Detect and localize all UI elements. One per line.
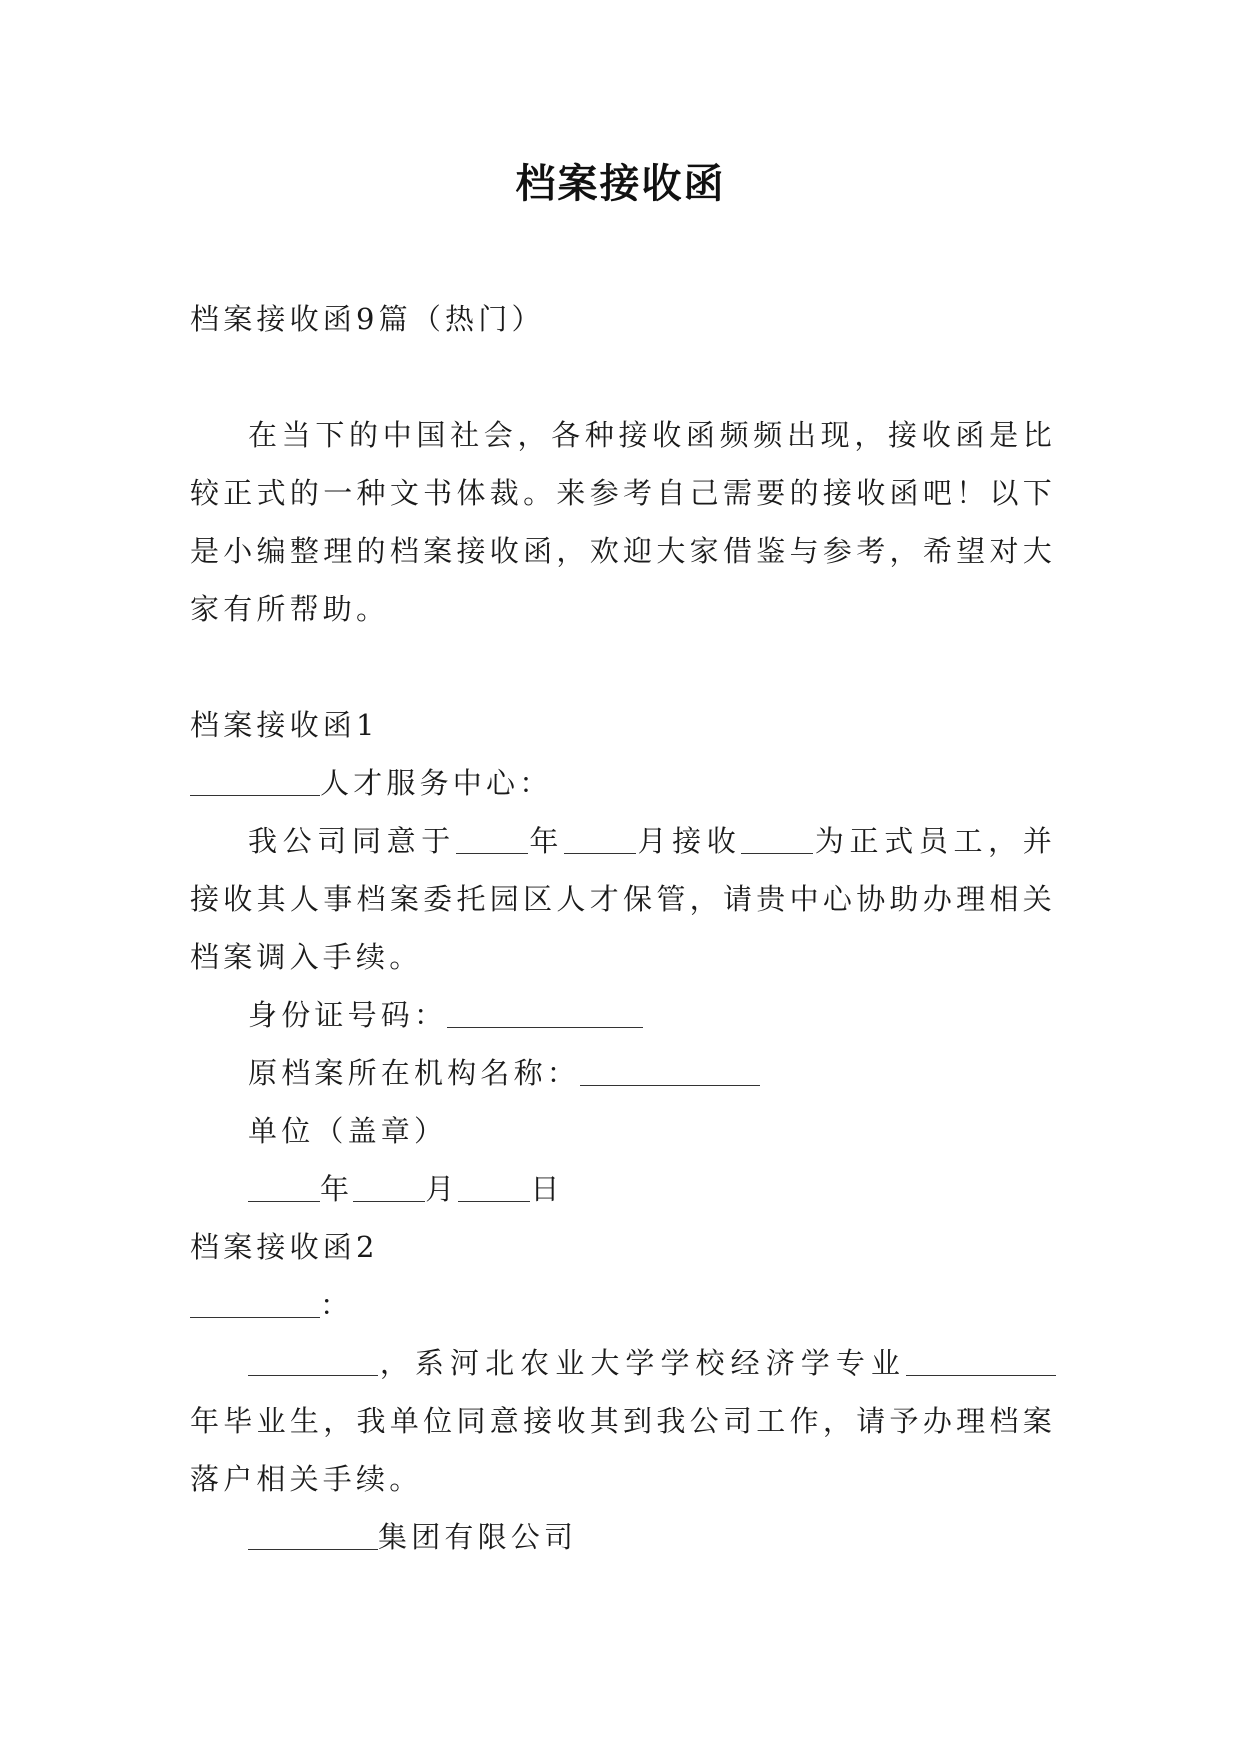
blank-field (564, 822, 636, 855)
blank-field (248, 1518, 378, 1551)
date-year-label: 年 (320, 1172, 354, 1206)
body-text: 年 (527, 824, 565, 858)
date-month-label: 月 (425, 1172, 459, 1206)
subtitle: 档案接收函9篇（热门） (190, 302, 545, 336)
id-label: 身份证号码： (248, 998, 448, 1032)
letter2-addressee (190, 1276, 1056, 1334)
blank-field (906, 1344, 1056, 1377)
document-body (190, 290, 1056, 1566)
body-text: 我公司同意于 (248, 824, 456, 858)
addressee-suffix: 人才服务中心： (320, 766, 553, 800)
spacer (190, 348, 1056, 406)
original-org-line (190, 1044, 1056, 1102)
blank-field (248, 1344, 378, 1377)
blank-field (248, 1170, 320, 1203)
addressee-suffix: ： (320, 1288, 354, 1322)
blank-field (190, 1286, 320, 1319)
letter2-heading: 档案接收函2 (190, 1230, 379, 1264)
body-text: 为正式员工，并接收其人事档案委托园区人才保管，请贵中心协助办理相关档案调入手续。 (190, 824, 1056, 974)
blank-field (741, 822, 813, 855)
company-suffix: 集团有限公司 (378, 1520, 578, 1554)
letter1-body (190, 812, 1056, 986)
spacer (190, 638, 1056, 696)
body-text: ，系河北农业大学学校经济学专业 (378, 1346, 906, 1380)
blank-field (190, 764, 320, 797)
date-day-label: 日 (530, 1172, 564, 1206)
company-line (190, 1508, 1056, 1566)
letter2-body (190, 1334, 1056, 1508)
org-label: 原档案所在机构名称： (248, 1056, 581, 1090)
seal-line: 单位（盖章） (248, 1114, 448, 1148)
body-text: 月接收 (636, 824, 742, 858)
document-title: 档案接收函 (515, 161, 726, 207)
id-blank-field (447, 996, 643, 1029)
letter1-addressee (190, 754, 1056, 812)
letter1-heading: 档案接收函1 (190, 708, 379, 742)
body-text: 年毕业生，我单位同意接收其到我公司工作，请予办理档案落户相关手续。 (190, 1404, 1056, 1496)
org-blank-field (580, 1054, 760, 1087)
date-line (190, 1160, 1056, 1218)
blank-field (456, 822, 528, 855)
intro-paragraph: 在当下的中国社会，各种接收函频频出现，接收函是比较正式的一种文书体裁。来参考自己需要的接收函吧！以下是小编整理的档案接收函，欢迎大家借鉴与参考，希望对大家有所帮助。 (190, 418, 1056, 626)
id-number-line (190, 986, 1056, 1044)
blank-field (353, 1170, 425, 1203)
blank-field (458, 1170, 530, 1203)
